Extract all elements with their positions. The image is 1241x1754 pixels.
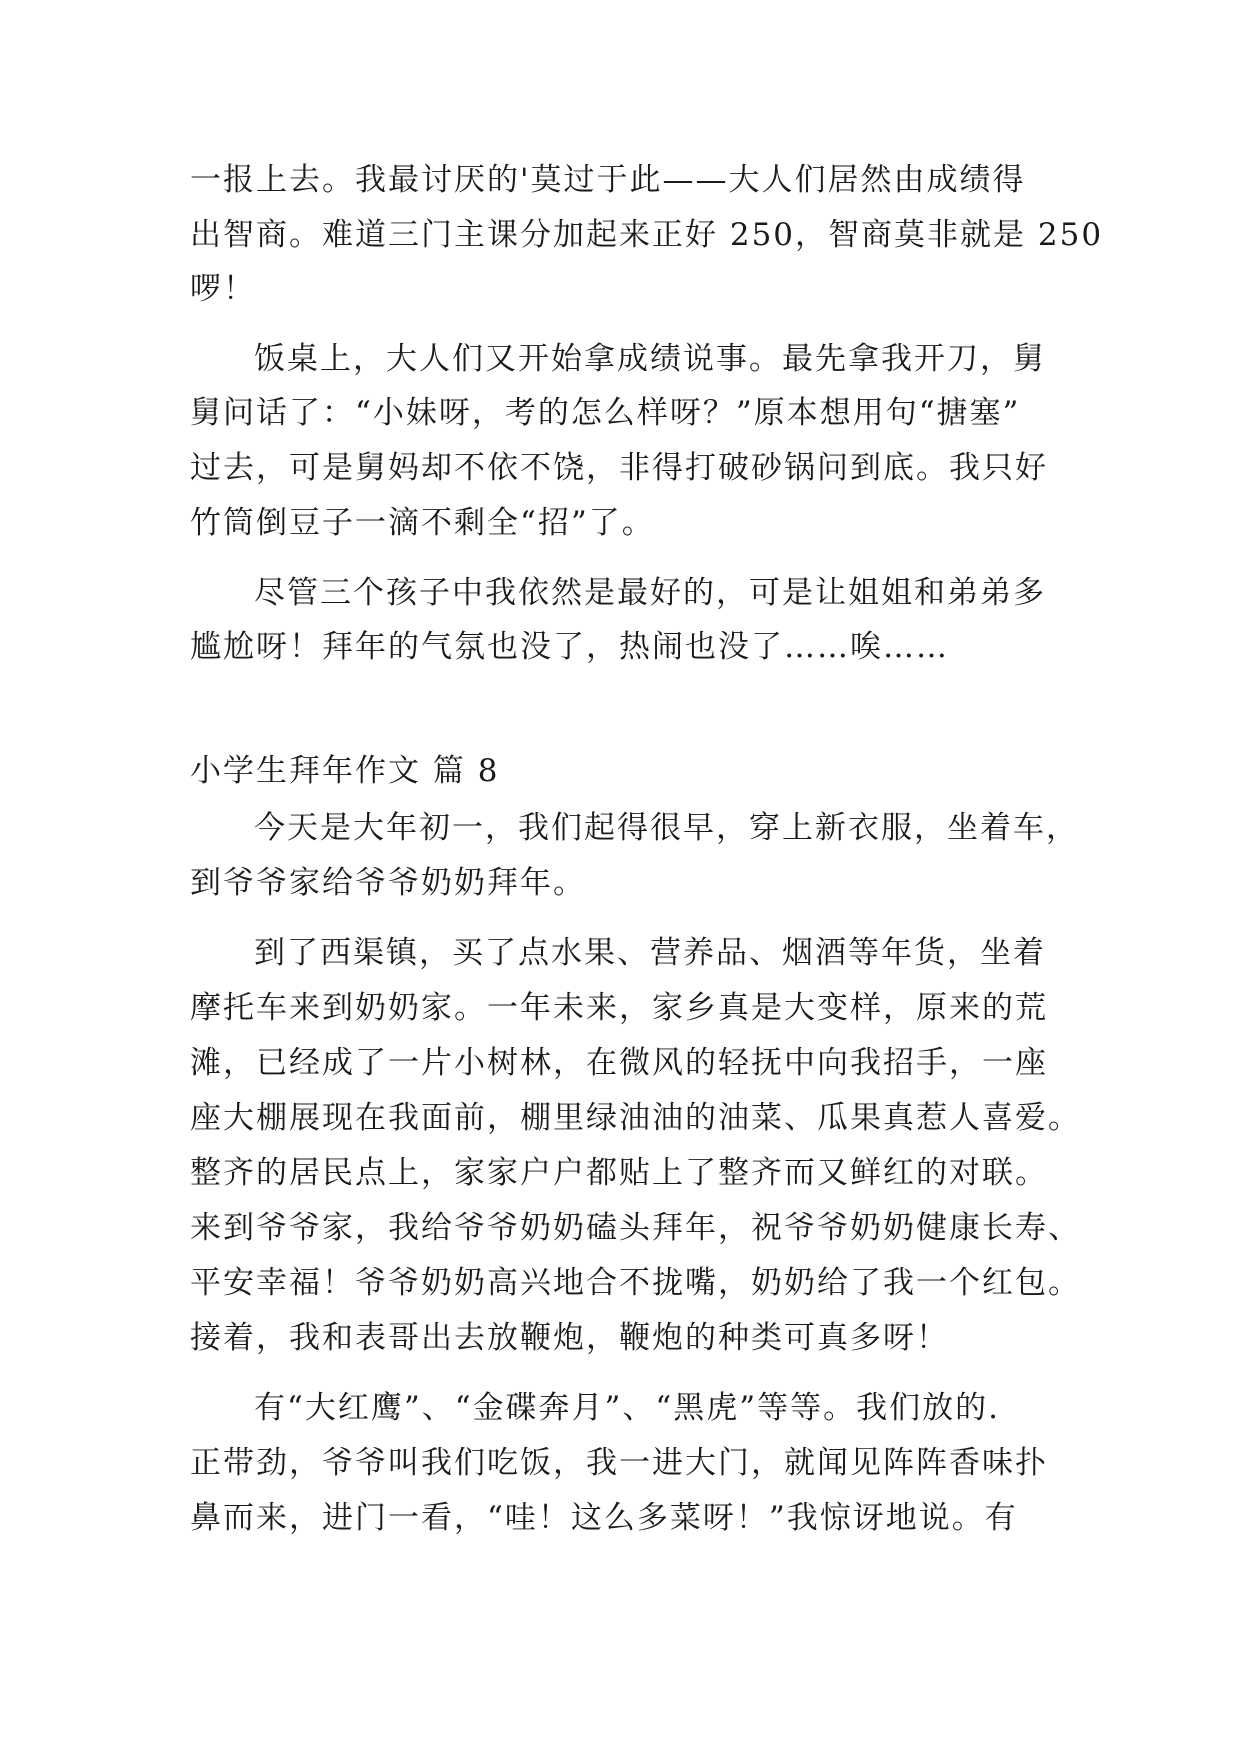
text-line: 竹筒倒豆子一滴不剩全“招”了。 [190, 505, 655, 541]
text-line: 来到爷爷家，我给爷爷奶奶磕头拜年，祝爷爷奶奶健康长寿、 [190, 1210, 1081, 1246]
text-line: 整齐的居民点上，家家户户都贴上了整齐而又鲜红的对联。 [190, 1155, 1048, 1191]
text-line: 座大棚展现在我面前，棚里绿油油的油菜、瓜果真惹人喜爱。 [190, 1100, 1081, 1136]
text-line: 鼻而来，进门一看，“哇！这么多菜呀！”我惊讶地说。有 [190, 1500, 1018, 1536]
text-line: 到爷爷家给爷爷奶奶拜年。 [190, 865, 586, 901]
paragraph-start: 饭桌上，大人们又开始拿成绩说事。最先拿我开刀，舅 [254, 341, 1046, 377]
paragraph-start: 尽管三个孩子中我依然是最好的，可是让姐姐和弟弟多 [254, 575, 1046, 611]
text-line: 滩，已经成了一片小树林，在微风的轻抚中向我招手，一座 [190, 1045, 1048, 1081]
paragraph-start: 今天是大年初一，我们起得很早，穿上新衣服，坐着车， [254, 810, 1079, 846]
text-line: 啰！ [190, 271, 256, 307]
text-line: 接着，我和表哥出去放鞭炮，鞭炮的种类可真多呀！ [190, 1320, 949, 1356]
text-line: 过去，可是舅妈却不依不饶，非得打破砂锅问到底。我只好 [190, 450, 1048, 486]
paragraph-start: 有“大红鹰”、“金碟奔月”、“黑虎”等等。我们放的. [254, 1390, 1000, 1426]
text-line: 出智商。难道三门主课分加起来正好 250，智商莫非就是 250 [190, 217, 1104, 253]
text-line: 平安幸福！爷爷奶奶高兴地合不拢嘴，奶奶给了我一个红包。 [190, 1265, 1081, 1301]
text-line: 摩托车来到奶奶家。一年未来，家乡真是大变样，原来的荒 [190, 990, 1048, 1026]
paragraph-start: 到了西渠镇，买了点水果、营养品、烟酒等年货，坐着 [254, 935, 1046, 971]
text-line: 一报上去。我最讨厌的'莫过于此——大人们居然由成绩得 [190, 162, 1026, 198]
section-title: 小学生拜年作文 篇 8 [190, 753, 500, 789]
text-line: 尴尬呀！拜年的气氛也没了，热闹也没了……唉…… [190, 629, 949, 665]
text-line: 舅问话了：“小妹呀，考的怎么样呀？”原本想用句“搪塞” [190, 395, 1021, 431]
text-line: 正带劲，爷爷叫我们吃饭，我一进大门，就闻见阵阵香味扑 [190, 1445, 1048, 1481]
